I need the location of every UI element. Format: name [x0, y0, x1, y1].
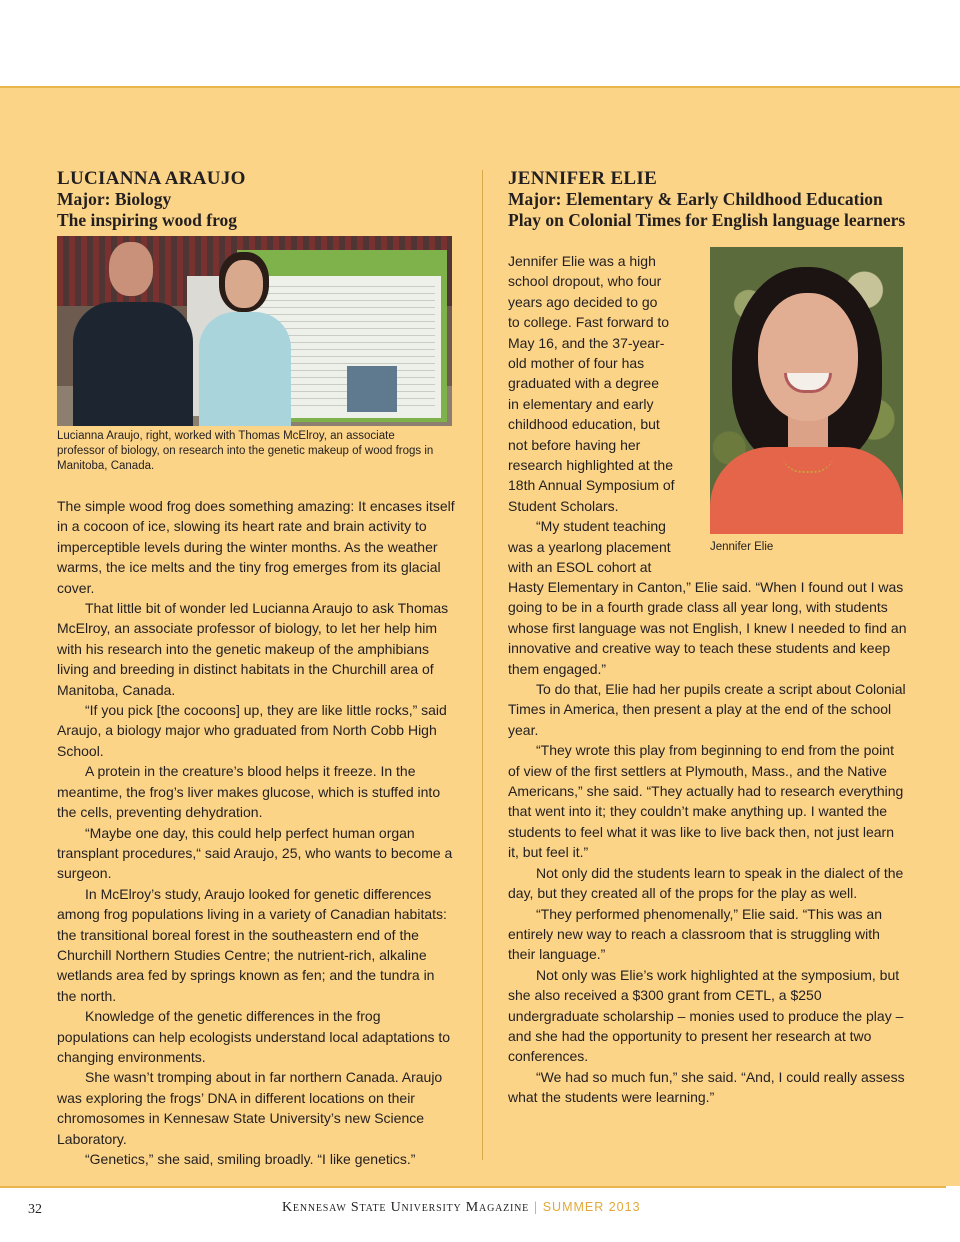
- text-line: was a yearlong placement: [508, 538, 671, 555]
- text-line: research highlighted at the: [508, 457, 673, 474]
- footer-separator: |: [534, 1200, 538, 1215]
- text-line: school dropout, who four: [508, 273, 662, 290]
- right-column: [508, 168, 906, 231]
- footer-rule: [0, 1186, 946, 1188]
- paragraph: Not only did the students learn to speak in the dialect of the day, but they created all of the props for the play as well.: [508, 864, 904, 902]
- issue-label: SUMMER 2013: [542, 1200, 641, 1214]
- right-wrapped-text: [508, 251, 703, 578]
- student-name: LUCIANNA ARAUJO: [57, 168, 246, 189]
- paragraph: “They wrote this play from beginning to end from the point of view of the first settlers at Plymouth, Mass., and the Native Americans,” she said. “They actually had to research everything that went into it; they couldn’t make anything up. I wanted the students to feel what it was like to live back then, not just learn it, but feel it.”: [508, 742, 904, 861]
- column-divider: [482, 170, 483, 1160]
- student-major: Major: Biology: [57, 189, 172, 209]
- text-line: 18th Annual Symposium of: [508, 477, 675, 494]
- story-title: Play on Colonial Times for English language learners: [508, 210, 906, 230]
- text-line: childhood education, but: [508, 416, 660, 433]
- paragraph: “Genetics,” she said, smiling broadly. “I like genetics.”: [85, 1151, 416, 1167]
- student-name: JENNIFER ELIE: [508, 168, 658, 189]
- text-line: “My student teaching: [536, 518, 666, 535]
- magazine-name: Kennesaw State University Magazine: [282, 1200, 530, 1215]
- text-line: to college. Fast forward to: [508, 314, 670, 331]
- paragraph: In McElroy’s study, Araujo looked for genetic differences among frog populations living in a variety of Canadian habitats: the transitional boreal forest in the southeastern end of the Churchill Northern Studies Centre; the nutrient-rich, alkaline wetlands area fed by springs known as fen; and the tundra in the north.: [57, 885, 447, 1004]
- left-article-body: [57, 496, 455, 1169]
- paragraph: “If you pick [the cocoons] up, they are like little rocks,” said Araujo, a biology major who graduated from North Cobb High School.: [57, 702, 447, 759]
- paragraph: Not only was Elie’s work highlighted at the symposium, but she also received a $300 grant from CETL, a $250 undergraduate scholarship – monies used to produce the play – and she had the opportunity to present her research at two conferences.: [508, 966, 904, 1065]
- photo-caption: Jennifer Elie: [710, 541, 774, 553]
- text-line: Student Scholars.: [508, 497, 619, 514]
- paragraph: “Maybe one day, this could help perfect human organ transplant procedures,“ said Araujo, 25, who wants to become a surgeon.: [57, 824, 453, 882]
- jennifer-elie-photo: [710, 247, 903, 534]
- text-line: Jennifer Elie was a high: [508, 253, 656, 269]
- page-number: 32: [28, 1202, 42, 1217]
- right-article-body: [508, 577, 908, 1108]
- photo-caption: Lucianna Araujo, right, worked with Thomas McElroy, an associate professor of biology, on research into the genetic makeup of wood frogs in Manitoba, Canada.: [57, 430, 434, 472]
- paragraph: To do that, Elie had her pupils create a script about Colonial Times in America, then present a play at the end of the school year.: [508, 681, 906, 738]
- paragraph: She wasn’t tromping about in far northern Canada. Araujo was exploring the frogs’ DNA in different locations on their chromosomes in Kennesaw State University’s new Science Laboratory.: [57, 1069, 443, 1147]
- paragraph: The simple wood frog does something amazing: It encases itself in a cocoon of ice, slowing its heart rate and brain activity to imperceptible levels during the winter months. As the weather warms, the ice melts and the tiny frog emerges from its glacial cover.: [57, 498, 455, 596]
- paragraph: “They performed phenomenally,” Elie said. “This was an entirely new way to reach a classroom that is struggling with their language.”: [508, 905, 883, 963]
- paragraph: “We had so much fun,” she said. “And, I could really assess what the students were learning.”: [508, 1068, 905, 1106]
- text-line: May 16, and the 37-year-: [508, 334, 665, 351]
- text-line: graduated with a degree: [508, 375, 659, 392]
- left-column: [57, 168, 455, 231]
- paragraph: That little bit of wonder led Lucianna Araujo to ask Thomas McElroy, an associate professor of biology, to let her help him with his research into the genetic makeup of the amphibians living and breeding in distinct habitats in the Churchill area of Manitoba, Canada.: [57, 600, 449, 698]
- text-line: in elementary and early: [508, 395, 654, 412]
- paragraph: A protein in the creature’s blood helps it freeze. In the meantime, the frog’s liver makes glucose, which is stuffed into the cells, preventing dehydration.: [57, 763, 441, 821]
- araujo-mcelroy-photo: [57, 236, 452, 426]
- story-title: The inspiring wood frog: [57, 210, 238, 230]
- text-line: years ago decided to go: [508, 293, 658, 310]
- student-major: Major: Elementary & Early Childhood Education: [508, 189, 883, 209]
- text-line: not before having her: [508, 436, 641, 453]
- paragraph: Hasty Elementary in Canton,” Elie said. “When I found out I was going to be in a fourth grade class all year long, with students whose first language was not English, I knew I needed to find an innovative and creative way to teach these students and keep them engaged.”: [508, 579, 907, 677]
- footer-magazine-title: [282, 1200, 641, 1216]
- text-line: old mother of four has: [508, 355, 645, 372]
- paragraph: Knowledge of the genetic differences in the frog populations can help ecologists understand local adaptations to changing environments.: [57, 1008, 451, 1065]
- text-line: with an ESOL cohort at: [508, 559, 652, 576]
